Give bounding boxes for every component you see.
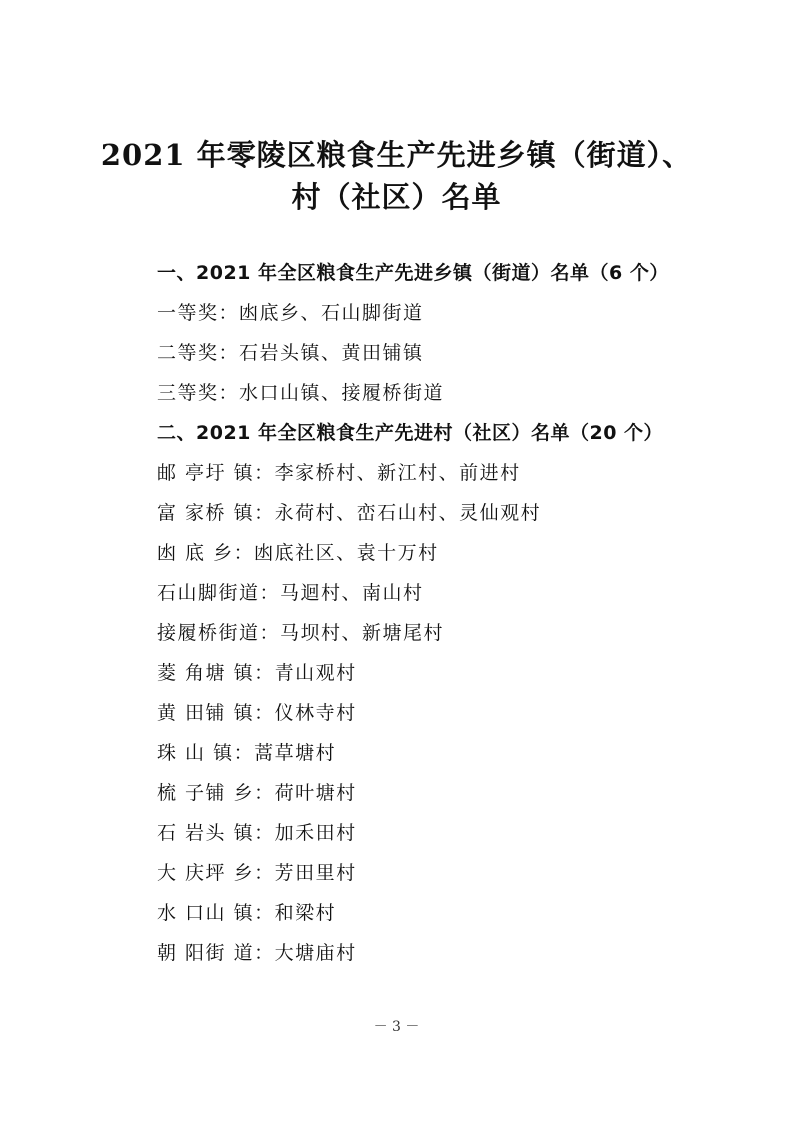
village-list-item: 珠 山 镇：蒿草塘村 bbox=[157, 742, 337, 764]
village-list-item: 菱 角塘 镇：青山观村 bbox=[157, 662, 357, 684]
award-item-second: 二等奖：石岩头镇、黄田铺镇 bbox=[157, 342, 424, 364]
section-2-heading: 二、2021 年全区粮食生产先进村（社区）名单（20 个） bbox=[157, 422, 664, 444]
village-list-item: 石山脚街道：马迴村、南山村 bbox=[157, 582, 424, 604]
village-list-item: 黄 田铺 镇：仪林寺村 bbox=[157, 702, 357, 724]
document-title-line-1: 2021 年零陵区粮食生产先进乡镇（街道）、 bbox=[100, 138, 693, 172]
village-list-item: 水 口山 镇：和梁村 bbox=[157, 902, 337, 924]
village-list-item: 接履桥街道：马坝村、新塘尾村 bbox=[157, 622, 445, 644]
award-item-first: 一等奖：凼底乡、石山脚街道 bbox=[157, 302, 424, 324]
page-number: － 3 － bbox=[373, 1019, 420, 1035]
village-list-item: 邮 亭圩 镇：李家桥村、新江村、前进村 bbox=[157, 462, 521, 484]
village-list-item: 梳 子铺 乡：荷叶塘村 bbox=[157, 782, 357, 804]
village-list-item: 朝 阳街 道：大塘庙村 bbox=[157, 942, 357, 964]
section-1-heading: 一、2021 年全区粮食生产先进乡镇（街道）名单（6 个） bbox=[157, 262, 669, 284]
village-list-item: 石 岩头 镇：加禾田村 bbox=[157, 822, 357, 844]
award-item-third: 三等奖：水口山镇、接履桥街道 bbox=[157, 382, 445, 404]
document-title-line-2: 村（社区）名单 bbox=[291, 180, 502, 214]
village-list-item: 大 庆坪 乡：芳田里村 bbox=[157, 862, 357, 884]
village-list-item: 富 家桥 镇：永荷村、峦石山村、灵仙观村 bbox=[157, 502, 542, 524]
village-list-item: 凼 底 乡：凼底社区、袁十万村 bbox=[157, 542, 439, 564]
